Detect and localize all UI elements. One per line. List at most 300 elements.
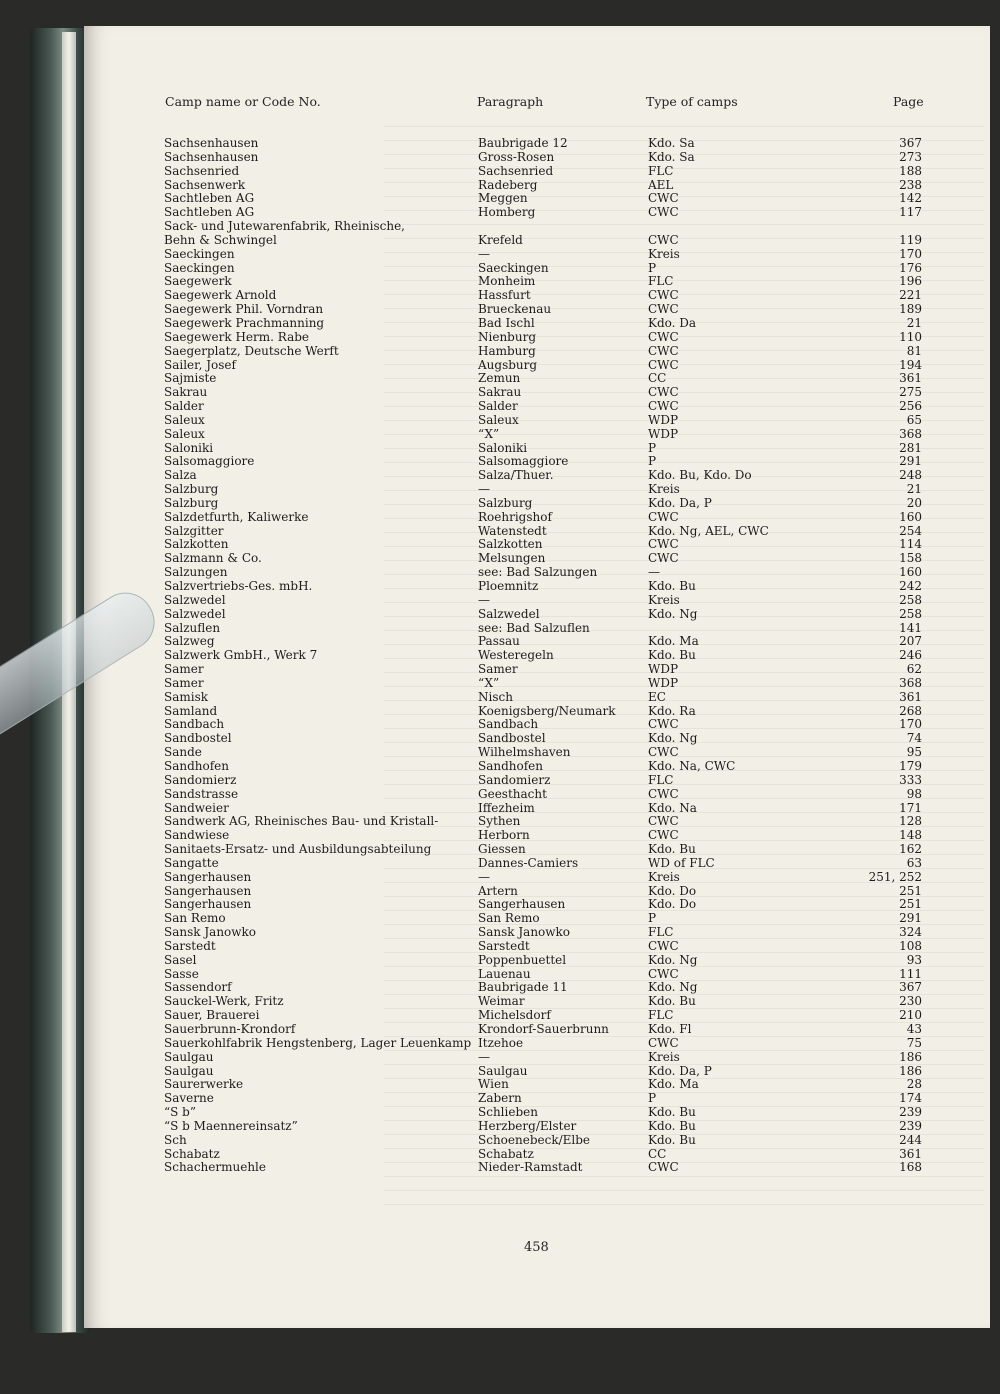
paragraph-cell: Dannes-Camiers [478,855,579,870]
header-type: Type of camps [646,94,738,109]
table-row [164,732,924,746]
table-row [164,635,924,649]
page-ref-cell: 242 [899,579,922,593]
camp-type-cell: WD of FLC [648,855,715,870]
table-row [164,649,924,663]
page-ref-cell: 210 [899,1008,922,1023]
paragraph-cell: Iffezheim [478,800,535,815]
camp-name-cell: Salzburg [164,482,219,497]
paragraph-cell: Nisch [478,689,513,704]
page-ref-cell: 246 [899,648,922,663]
camp-name-cell: Sangatte [164,855,219,870]
page-ref-cell: 238 [899,177,922,192]
camp-name-cell: Sangerhausen [164,869,252,884]
table-row [164,580,924,594]
camp-name-cell: Saegewerk [164,274,232,289]
paragraph-cell: Samer [478,662,518,677]
table-row [164,1037,924,1051]
camp-name-cell: Sauer, Brauerei [164,1008,260,1023]
camp-type-cell: CWC [648,232,679,247]
paragraph-cell: Herzberg/Elster [478,1118,577,1133]
camp-type-cell: Kdo. Na [648,800,697,815]
page-ref-cell: 75 [906,1035,922,1050]
camp-type-cell: CC [648,1146,667,1161]
camp-name-cell: Salzburg [164,495,219,510]
camp-name-cell: Sandbach [164,717,225,732]
camp-name-cell: Sangerhausen [164,883,252,898]
paragraph-cell: Sythen [478,814,521,829]
camp-type-cell: Kdo. Ng [648,606,698,621]
paragraph-cell: Salzwedel [478,606,540,621]
camp-name-cell: Saegewerk Arnold [164,288,277,303]
table-row [164,552,924,566]
table-row [164,968,924,982]
camp-name-cell: Samland [164,703,218,718]
page-ref-cell: 65 [906,412,922,427]
header-page: Page [893,94,924,109]
page-ref-cell: 333 [899,772,922,787]
camp-type-cell: CWC [648,509,679,524]
table-row [164,275,924,289]
table-row [164,1120,924,1134]
page-ref-cell: 368 [899,675,922,690]
table-row [164,566,924,580]
paragraph-cell: Michelsdorf [478,1008,551,1023]
camp-type-cell: CWC [648,551,679,566]
paragraph-cell: — [478,246,490,261]
camp-type-cell: Kdo. Ng [648,952,698,967]
paragraph-cell: Brueckenau [478,302,552,317]
paragraph-cell: Sandhofen [478,758,544,773]
table-row [164,137,924,151]
page-ref-cell: 108 [899,938,922,953]
page-ref-cell: 95 [906,745,922,760]
page-ref-cell: 248 [899,468,922,483]
camp-type-cell: CWC [648,302,679,317]
camp-name-cell: Saloniki [164,440,214,455]
camp-type-cell: FLC [648,925,674,940]
table-row [164,898,924,912]
camp-name-cell: Sack- und Jutewarenfabrik, Rheinische, [164,219,405,234]
table-row [164,165,924,179]
paragraph-cell: Nieder-Ramstadt [478,1160,583,1175]
camp-type-cell: P [648,440,657,455]
paragraph-cell: Weimar [478,994,525,1009]
table-row [164,843,924,857]
table-row [164,995,924,1009]
camp-name-cell: Saleux [164,426,205,441]
camp-name-cell: Sauckel-Werk, Fritz [164,994,284,1009]
camp-type-cell: WDP [648,412,679,427]
page-ref-cell: 141 [899,620,922,635]
table-row [164,940,924,954]
camp-type-cell: Kdo. Ng, AEL, CWC [648,523,769,538]
table-row [164,1106,924,1120]
table-row [164,372,924,386]
paragraph-cell: Watenstedt [478,523,547,538]
camp-type-cell: Kdo. Ra [648,703,696,718]
page-ref-cell: 251, 252 [868,869,922,884]
camp-name-cell: Saurerwerke [164,1077,244,1092]
table-row [164,345,924,359]
camp-type-cell: P [648,260,657,275]
page-ref-cell: 142 [899,191,922,206]
page-ref-cell: 148 [899,828,922,843]
paragraph-cell: Wilhelmshaven [478,745,571,760]
table-row [164,1092,924,1106]
paragraph-cell: Zemun [478,371,521,386]
table-row [164,248,924,262]
table-row [164,857,924,871]
page-ref-cell: 188 [899,163,922,178]
camp-name-cell: Sandwerk AG, Rheinisches Bau- und Kristall- [164,814,439,829]
camp-type-cell: Kreis [648,246,680,261]
camp-name-cell: Salzdetfurth, Kaliwerke [164,509,309,524]
camp-name-cell: Salzgitter [164,523,224,538]
paragraph-cell: “X” [478,426,500,441]
camp-type-cell: CWC [648,814,679,829]
table-row [164,1065,924,1079]
camp-type-cell: CWC [648,1035,679,1050]
paragraph-cell: see: Bad Salzungen [478,565,598,580]
table-row [164,802,924,816]
page-ref-cell: 291 [899,454,922,469]
page-ref-cell: 114 [899,537,922,552]
paragraph-cell: Schabatz [478,1146,534,1161]
paragraph-cell: Sandomierz [478,772,551,787]
paragraph-cell: Passau [478,634,520,649]
paragraph-cell: Nienburg [478,329,536,344]
camp-name-cell: Salzuflen [164,620,221,635]
camp-name-cell: Salzwerk GmbH., Werk 7 [164,648,318,663]
paragraph-cell: Lauenau [478,966,531,981]
camp-name-cell: Sassendorf [164,980,232,995]
paragraph-cell: Salzburg [478,495,533,510]
table-row [164,1148,924,1162]
camp-name-cell: Samisk [164,689,209,704]
table-row [164,262,924,276]
camp-name-cell: Salzmann & Co. [164,551,262,566]
paragraph-cell: Koenigsberg/Neumark [478,703,616,718]
camp-name-cell: Sachtleben AG [164,191,255,206]
camp-type-cell: CWC [648,343,679,358]
table-row [164,718,924,732]
camp-type-cell: CWC [648,938,679,953]
camp-name-cell: Salzwedel [164,606,226,621]
camp-type-cell: CWC [648,717,679,732]
page-ref-cell: 189 [899,302,922,317]
camp-type-cell: Kreis [648,869,680,884]
paragraph-cell: Gross-Rosen [478,149,555,164]
camp-name-cell: Behn & Schwingel [164,232,277,247]
paragraph-cell: Sarstedt [478,938,530,953]
page-ref-cell: 273 [899,149,922,164]
table-row [164,926,924,940]
paragraph-cell: Geesthacht [478,786,547,801]
paragraph-cell: Augsburg [478,357,538,372]
camp-name-cell: Sandwiese [164,828,230,843]
camp-name-cell: Saverne [164,1091,214,1106]
camp-name-cell: Sachsenwerk [164,177,246,192]
camp-type-cell: P [648,911,657,926]
page-ref-cell: 258 [899,592,922,607]
paragraph-cell: Homberg [478,205,536,220]
page-ref-cell: 174 [899,1091,922,1106]
camp-name-cell: Saegewerk Prachmanning [164,315,325,330]
camp-name-cell: Salza [164,468,197,483]
paragraph-cell: Bad Ischl [478,315,535,330]
camp-type-cell: Kdo. Bu, Kdo. Do [648,468,752,483]
table-row [164,303,924,317]
camp-type-cell: — [648,565,660,580]
table-row [164,359,924,373]
page-ref-cell: 111 [899,966,922,981]
camp-name-cell: Saeckingen [164,246,235,261]
page-ref-cell: 239 [899,1105,922,1120]
page-ref-cell: 20 [906,495,922,510]
page-ref-cell: 251 [899,883,922,898]
page-ref-cell: 194 [899,357,922,372]
table-row [164,622,924,636]
table-row [164,414,924,428]
page-ref-cell: 171 [899,800,922,815]
paragraph-cell: Monheim [478,274,536,289]
table-row [164,885,924,899]
page-ref-cell: 63 [906,855,922,870]
page-ref-cell: 361 [899,689,922,704]
table-row [164,981,924,995]
camp-name-cell: Saegerplatz, Deutsche Werft [164,343,339,358]
page-ref-cell: 254 [899,523,922,538]
camp-type-cell: CWC [648,191,679,206]
camp-type-cell: WDP [648,675,679,690]
camp-name-cell: Salzweg [164,634,215,649]
camp-index-table [164,137,924,1175]
table-row [164,538,924,552]
camp-type-cell: Kdo. Ma [648,634,699,649]
page-number: 458 [524,1240,549,1255]
table-row [164,1051,924,1065]
table-row [164,760,924,774]
camp-type-cell: Kdo. Na, CWC [648,758,736,773]
table-row [164,386,924,400]
page-ref-cell: 281 [899,440,922,455]
camp-type-cell: Kreis [648,482,680,497]
page-ref-cell: 81 [906,343,922,358]
paragraph-cell: Krondorf-Sauerbrunn [478,1022,609,1036]
page-ref-cell: 170 [899,246,922,261]
page-ref-cell: 361 [899,371,922,386]
camp-type-cell: FLC [648,772,674,787]
page-ref-cell: 275 [899,385,922,400]
page-ref-cell: 128 [899,814,922,829]
table-row [164,483,924,497]
camp-name-cell: Sakrau [164,385,208,400]
camp-type-cell: Kdo. Do [648,897,697,912]
page-ref-cell: 176 [899,260,922,275]
page-ref-cell: 168 [899,1160,922,1175]
paragraph-cell: Westeregeln [478,648,554,663]
page-ref-cell: 170 [899,717,922,732]
page-ref-cell: 268 [899,703,922,718]
camp-name-cell: Sachsenried [164,163,240,178]
page-ref-cell: 43 [906,1022,922,1036]
paragraph-cell: Saloniki [478,440,528,455]
page-ref-cell: 160 [899,509,922,524]
camp-name-cell: Salzungen [164,565,228,580]
camp-name-cell: Sangerhausen [164,897,252,912]
paragraph-cell: Krefeld [478,232,523,247]
table-row [164,151,924,165]
table-row [164,608,924,622]
table-row [164,525,924,539]
paragraph-cell: Poppenbuettel [478,952,567,967]
camp-name-cell: Sandbostel [164,731,232,746]
camp-type-cell: WDP [648,662,679,677]
camp-name-cell: Sachtleben AG [164,205,255,220]
camp-name-cell: Sansk Janowko [164,925,257,940]
paragraph-cell: Salzkotten [478,537,543,552]
camp-type-cell: Kdo. Fl [648,1022,692,1036]
camp-name-cell: Schabatz [164,1146,220,1161]
page-ref-cell: 230 [899,994,922,1009]
camp-type-cell: Kdo. Da, P [648,495,712,510]
table-row [164,1161,924,1175]
page-ref-cell: 186 [899,1049,922,1064]
page-ref-cell: 158 [899,551,922,566]
table-row [164,206,924,220]
camp-type-cell: Kdo. Bu [648,994,696,1009]
table-row [164,1009,924,1023]
camp-name-cell: Salder [164,399,204,414]
paragraph-cell: “X” [478,675,500,690]
paragraph-cell: Sandbach [478,717,539,732]
camp-type-cell: Kdo. Ma [648,1077,699,1092]
camp-type-cell: Kdo. Bu [648,648,696,663]
table-row [164,234,924,248]
camp-type-cell: CWC [648,537,679,552]
page-ref-cell: 98 [906,786,922,801]
camp-type-cell: CWC [648,966,679,981]
camp-type-cell: Kdo. Bu [648,1105,696,1120]
camp-name-cell: Salzwedel [164,592,226,607]
paragraph-cell: Baubrigade 11 [478,980,568,995]
paragraph-cell: Salsomaggiore [478,454,569,469]
camp-type-cell: Kdo. Sa [648,136,695,150]
paragraph-cell: Sangerhausen [478,897,566,912]
table-row [164,691,924,705]
paragraph-cell: Sandbostel [478,731,546,746]
table-row [164,455,924,469]
camp-name-cell: Samer [164,675,204,690]
page-ref-cell: 196 [899,274,922,289]
table-row [164,289,924,303]
camp-type-cell: CWC [648,329,679,344]
table-row [164,179,924,193]
table-row [164,192,924,206]
camp-name-cell: Saulgau [164,1049,214,1064]
page-ref-cell: 162 [899,842,922,857]
camp-type-cell: AEL [648,177,674,192]
camp-type-cell: Kdo. Ng [648,980,698,995]
camp-type-cell: FLC [648,1008,674,1023]
camp-name-cell: Sasel [164,952,197,967]
paragraph-cell: Itzehoe [478,1035,524,1050]
table-row [164,677,924,691]
page-ref-cell: 258 [899,606,922,621]
table-row [164,663,924,677]
page-ref-cell: 207 [899,634,922,649]
paragraph-cell: Salza/Thuer. [478,468,554,483]
table-row [164,331,924,345]
camp-name-cell: Sch [164,1132,187,1147]
camp-type-cell: Kreis [648,592,680,607]
table-row [164,774,924,788]
camp-type-cell: P [648,454,657,469]
page-ref-cell: 62 [906,662,922,677]
table-row [164,705,924,719]
camp-type-cell: Kreis [648,1049,680,1064]
paragraph-cell: Schlieben [478,1105,538,1120]
table-row [164,788,924,802]
table-row [164,594,924,608]
camp-name-cell: San Remo [164,911,226,926]
table-row [164,317,924,331]
page-ref-cell: 368 [899,426,922,441]
table-row [164,442,924,456]
paragraph-cell: Sakrau [478,385,522,400]
table-row [164,1078,924,1092]
page-ref-cell: 93 [906,952,922,967]
camp-type-cell: Kdo. Da, P [648,1063,712,1078]
camp-name-cell: Sandhofen [164,758,230,773]
camp-name-cell: Saegewerk Herm. Rabe [164,329,310,344]
camp-type-cell: Kdo. Bu [648,579,696,593]
page-ref-cell: 186 [899,1063,922,1078]
paragraph-cell: Saleux [478,412,519,427]
paragraph-cell: Melsungen [478,551,546,566]
camp-name-cell: Sandweier [164,800,229,815]
page-ref-cell: 251 [899,897,922,912]
table-row [164,497,924,511]
camp-name-cell: Salzvertriebs-Ges. mbH. [164,579,313,593]
paragraph-cell: Ploemnitz [478,579,539,593]
camp-type-cell: Kdo. Ng [648,731,698,746]
paragraph-cell: Artern [478,883,518,898]
camp-name-cell: Sauerbrunn-Krondorf [164,1022,296,1036]
camp-name-cell: Sachsenhausen [164,136,259,150]
paragraph-cell: Schoenebeck/Elbe [478,1132,591,1147]
paragraph-cell: — [478,869,490,884]
page-ref-cell: 160 [899,565,922,580]
page-ref-cell: 367 [899,980,922,995]
paragraph-cell: Hamburg [478,343,536,358]
camp-name-cell: Schachermuehle [164,1160,266,1175]
paragraph-cell: Baubrigade 12 [478,136,568,150]
table-row [164,428,924,442]
camp-type-cell: Kdo. Bu [648,1132,696,1147]
table-row [164,220,924,234]
page-ref-cell: 21 [906,482,922,497]
camp-name-cell: Sarstedt [164,938,216,953]
camp-name-cell: Saegewerk Phil. Vorndran [164,302,324,317]
table-row [164,829,924,843]
paragraph-cell: Giessen [478,842,526,857]
camp-type-cell: CWC [648,828,679,843]
page-ref-cell: 74 [906,731,922,746]
page-ref-cell: 244 [899,1132,922,1147]
paragraph-cell: Roehrigshof [478,509,552,524]
